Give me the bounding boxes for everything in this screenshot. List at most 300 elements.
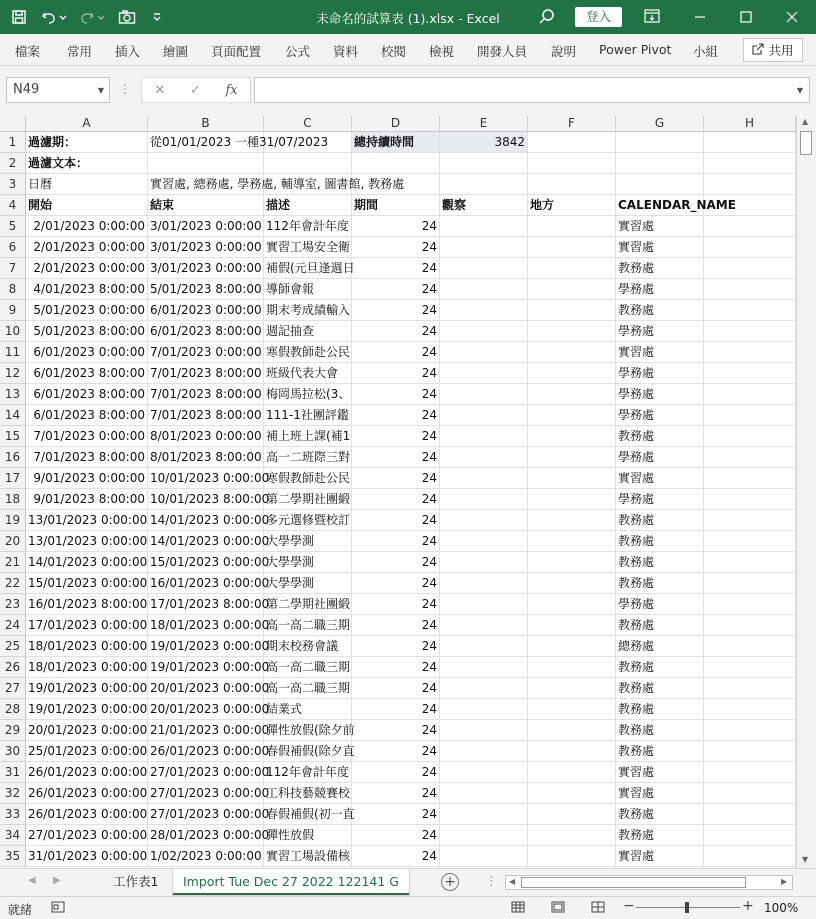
cell-duration[interactable]: 24 [352, 216, 440, 237]
cell-end[interactable]: 27/01/2023 0:00:00 [148, 783, 264, 804]
cell-end[interactable]: 7/01/2023 8:00:00 [148, 405, 264, 426]
cell-h[interactable] [704, 531, 796, 552]
cell-h[interactable] [704, 720, 796, 741]
column-header-b[interactable]: B [148, 116, 264, 132]
horizontal-scrollbar[interactable] [505, 875, 793, 890]
cell-duration[interactable]: 24 [352, 615, 440, 636]
cell-duration[interactable]: 24 [352, 237, 440, 258]
cell-duration[interactable]: 24 [352, 405, 440, 426]
row-header[interactable]: 22 [0, 573, 26, 594]
cell-calendar-name[interactable]: 教務處 [616, 300, 704, 321]
zoom-out-icon[interactable]: − [623, 898, 635, 914]
cell-description[interactable]: 112年會計年度 [264, 216, 352, 237]
cell-f1[interactable] [528, 132, 616, 153]
cell-description[interactable]: 春假補假(除夕直 [264, 741, 352, 762]
cell-h[interactable] [704, 384, 796, 405]
cell-end[interactable]: 10/01/2023 0:00:00 [148, 468, 264, 489]
cell-location[interactable] [528, 594, 616, 615]
cell-h[interactable] [704, 552, 796, 573]
cell-duration[interactable]: 24 [352, 720, 440, 741]
row-header[interactable]: 25 [0, 636, 26, 657]
cell-observe[interactable] [440, 594, 528, 615]
cell-duration[interactable]: 24 [352, 384, 440, 405]
cell-duration[interactable]: 24 [352, 363, 440, 384]
cell-description[interactable]: 實習工場設備核 [264, 846, 352, 867]
cell-observe[interactable] [440, 468, 528, 489]
cell-observe[interactable] [440, 552, 528, 573]
cell-end[interactable]: 14/01/2023 0:00:00 [148, 510, 264, 531]
scroll-right-icon[interactable]: ▶ [781, 877, 788, 886]
tab-draw[interactable]: 繪圖 [163, 44, 189, 59]
cell-b3[interactable]: 實習處, 總務處, 學務處, 輔導室, 圖書館, 教務處 [148, 174, 264, 195]
cell-e2[interactable] [440, 153, 528, 174]
row-header[interactable]: 10 [0, 321, 26, 342]
cell-location[interactable] [528, 405, 616, 426]
macro-record-icon[interactable] [51, 901, 65, 916]
cell-location[interactable] [528, 300, 616, 321]
cell-calendar-name[interactable]: 實習處 [616, 468, 704, 489]
cell-start[interactable]: 7/01/2023 0:00:00 [26, 426, 148, 447]
cell-description[interactable]: 彈性放假(除夕前 [264, 720, 352, 741]
column-header-f[interactable]: F [528, 116, 616, 132]
cell-observe[interactable] [440, 216, 528, 237]
cell-start[interactable]: 26/01/2023 0:00:00 [26, 783, 148, 804]
share-button[interactable] [743, 38, 803, 62]
cell-calendar-name[interactable]: 教務處 [616, 825, 704, 846]
cell-duration[interactable]: 24 [352, 573, 440, 594]
cell-observe[interactable] [440, 300, 528, 321]
cell-calendar-name[interactable]: 教務處 [616, 678, 704, 699]
row-header[interactable]: 5 [0, 216, 26, 237]
row-header[interactable]: 33 [0, 804, 26, 825]
vertical-scroll-thumb[interactable] [800, 131, 812, 155]
cell-calendar-name[interactable]: 學務處 [616, 447, 704, 468]
cell-start[interactable]: 18/01/2023 0:00:00 [26, 636, 148, 657]
cell-start[interactable]: 15/01/2023 0:00:00 [26, 573, 148, 594]
cancel-icon[interactable]: ✕ [154, 82, 166, 98]
cell-calendar-name[interactable]: 教務處 [616, 573, 704, 594]
chevron-down-icon[interactable]: ▼ [97, 86, 104, 95]
cell-location[interactable] [528, 279, 616, 300]
select-all-corner[interactable] [0, 116, 26, 132]
cell-description[interactable]: 高一二班際三對 [264, 447, 352, 468]
row-header[interactable]: 34 [0, 825, 26, 846]
row-header[interactable]: 23 [0, 594, 26, 615]
cell-duration[interactable]: 24 [352, 762, 440, 783]
cell-end[interactable]: 8/01/2023 0:00:00 [148, 426, 264, 447]
cell-duration[interactable]: 24 [352, 468, 440, 489]
cell-location[interactable] [528, 699, 616, 720]
cell-h[interactable] [704, 510, 796, 531]
cell-location[interactable] [528, 216, 616, 237]
cell-duration[interactable]: 24 [352, 825, 440, 846]
cell-end[interactable]: 6/01/2023 8:00:00 [148, 321, 264, 342]
cell-h[interactable] [704, 573, 796, 594]
save-icon[interactable] [6, 4, 32, 30]
tab-team[interactable]: 小組 [693, 44, 719, 59]
cell-location[interactable] [528, 258, 616, 279]
cell-h[interactable] [704, 825, 796, 846]
add-sheet-icon[interactable]: + [441, 873, 459, 891]
cell-calendar-name[interactable]: 實習處 [616, 216, 704, 237]
row-header[interactable]: 20 [0, 531, 26, 552]
row-header[interactable]: 8 [0, 279, 26, 300]
row-header[interactable]: 35 [0, 846, 26, 867]
cell-start[interactable]: 5/01/2023 0:00:00 [26, 300, 148, 321]
cell-observe[interactable] [440, 342, 528, 363]
cell-observe[interactable] [440, 678, 528, 699]
cell-duration[interactable]: 24 [352, 426, 440, 447]
cell-description[interactable]: 班級代表大會 [264, 363, 352, 384]
cell-b1[interactable]: 從01/01/2023 一種31/07/2023 [148, 132, 264, 153]
cell-observe[interactable] [440, 447, 528, 468]
name-box[interactable] [6, 77, 110, 103]
cell-description[interactable]: 111-1社團評鑑 [264, 405, 352, 426]
cell-calendar-name[interactable]: 實習處 [616, 846, 704, 867]
signin-button[interactable]: 登入 [575, 7, 622, 27]
ribbon-display-icon[interactable] [644, 9, 660, 27]
cell-description[interactable]: 第二學期社團緞 [264, 594, 352, 615]
cell-calendar-name[interactable]: 學務處 [616, 363, 704, 384]
cell-d2[interactable] [352, 153, 440, 174]
cell-h3[interactable] [704, 174, 796, 195]
cell-h[interactable] [704, 447, 796, 468]
row-header[interactable]: 13 [0, 384, 26, 405]
row-header[interactable]: 32 [0, 783, 26, 804]
zoom-level[interactable]: 100% [764, 901, 799, 915]
row-header[interactable]: 18 [0, 489, 26, 510]
cell-b2[interactable] [148, 153, 264, 174]
cell-calendar-name[interactable]: 教務處 [616, 531, 704, 552]
row-header[interactable]: 16 [0, 447, 26, 468]
cell-end[interactable]: 1/02/2023 0:00:00 [148, 846, 264, 867]
cell-duration[interactable]: 24 [352, 279, 440, 300]
tab-file[interactable]: 檔案 [15, 44, 41, 59]
sheet-tab-import[interactable]: Import Tue Dec 27 2022 122141 G [173, 869, 409, 895]
row-header[interactable]: 31 [0, 762, 26, 783]
cell-h[interactable] [704, 237, 796, 258]
cell-start[interactable]: 20/01/2023 0:00:00 [26, 720, 148, 741]
cell-start[interactable]: 13/01/2023 0:00:00 [26, 531, 148, 552]
zoom-slider-thumb[interactable] [685, 902, 689, 913]
cell-b4[interactable]: 結束 [148, 195, 264, 216]
cell-description[interactable]: 春假補假(初一直 [264, 804, 352, 825]
cell-observe[interactable] [440, 363, 528, 384]
cell-location[interactable] [528, 615, 616, 636]
cell-start[interactable]: 9/01/2023 0:00:00 [26, 468, 148, 489]
cell-location[interactable] [528, 678, 616, 699]
column-header-a[interactable]: A [26, 116, 148, 132]
cell-h[interactable] [704, 846, 796, 867]
row-header[interactable]: 1 [0, 132, 26, 153]
cell-start[interactable]: 26/01/2023 0:00:00 [26, 804, 148, 825]
cell-duration[interactable]: 24 [352, 531, 440, 552]
cell-calendar-name[interactable]: 教務處 [616, 657, 704, 678]
cell-h[interactable] [704, 615, 796, 636]
cell-calendar-name[interactable]: 教務處 [616, 720, 704, 741]
cell-start[interactable]: 7/01/2023 8:00:00 [26, 447, 148, 468]
cell-end[interactable]: 10/01/2023 8:00:00 [148, 489, 264, 510]
row-header[interactable]: 9 [0, 300, 26, 321]
cell-h[interactable] [704, 594, 796, 615]
cell-duration[interactable]: 24 [352, 258, 440, 279]
cell-start[interactable]: 6/01/2023 8:00:00 [26, 405, 148, 426]
cell-end[interactable]: 16/01/2023 0:00:00 [148, 573, 264, 594]
cell-end[interactable]: 28/01/2023 0:00:00 [148, 825, 264, 846]
row-header[interactable]: 28 [0, 699, 26, 720]
cell-start[interactable]: 6/01/2023 8:00:00 [26, 363, 148, 384]
cell-start[interactable]: 2/01/2023 0:00:00 [26, 237, 148, 258]
cell-location[interactable] [528, 237, 616, 258]
tab-splitter-icon[interactable]: ⋮ [485, 874, 498, 889]
tab-page-layout[interactable]: 頁面配置 [211, 44, 262, 59]
cell-description[interactable]: 實習工場安全衛 [264, 237, 352, 258]
cell-observe[interactable] [440, 237, 528, 258]
cell-description[interactable]: 週記抽查 [264, 321, 352, 342]
row-header[interactable]: 11 [0, 342, 26, 363]
cell-duration[interactable]: 24 [352, 657, 440, 678]
cell-start[interactable]: 6/01/2023 8:00:00 [26, 384, 148, 405]
cell-start[interactable]: 17/01/2023 0:00:00 [26, 615, 148, 636]
row-header[interactable]: 6 [0, 237, 26, 258]
cell-description[interactable]: 期末考成績輸入 [264, 300, 352, 321]
cell-g2[interactable] [616, 153, 704, 174]
cell-e3[interactable] [440, 174, 528, 195]
maximize-button[interactable] [723, 0, 769, 34]
cell-end[interactable]: 3/01/2023 0:00:00 [148, 237, 264, 258]
cell-duration[interactable]: 24 [352, 489, 440, 510]
row-header[interactable]: 3 [0, 174, 26, 195]
row-header[interactable]: 4 [0, 195, 26, 216]
cell-calendar-name[interactable]: 教務處 [616, 552, 704, 573]
cell-location[interactable] [528, 531, 616, 552]
cell-location[interactable] [528, 489, 616, 510]
cell-calendar-name[interactable]: 教務處 [616, 615, 704, 636]
cell-calendar-name[interactable]: 學務處 [616, 405, 704, 426]
cell-location[interactable] [528, 321, 616, 342]
cell-start[interactable]: 25/01/2023 0:00:00 [26, 741, 148, 762]
cell-h[interactable] [704, 426, 796, 447]
cell-location[interactable] [528, 342, 616, 363]
cell-location[interactable] [528, 846, 616, 867]
cell-calendar-name[interactable]: 學務處 [616, 594, 704, 615]
cell-end[interactable]: 3/01/2023 0:00:00 [148, 258, 264, 279]
cell-g3[interactable] [616, 174, 704, 195]
cell-start[interactable]: 5/01/2023 8:00:00 [26, 321, 148, 342]
cell-d1[interactable]: 總持續時間 [352, 132, 440, 153]
cell-h[interactable] [704, 216, 796, 237]
camera-icon[interactable] [114, 4, 140, 30]
sheet-tab-1[interactable]: 工作表1 [113, 874, 159, 889]
cell-start[interactable]: 6/01/2023 0:00:00 [26, 342, 148, 363]
cell-location[interactable] [528, 762, 616, 783]
cell-h2[interactable] [704, 153, 796, 174]
row-header[interactable]: 19 [0, 510, 26, 531]
cell-e1[interactable]: 3842 [440, 132, 528, 153]
cell-duration[interactable]: 24 [352, 783, 440, 804]
column-header-h[interactable]: H [704, 116, 796, 132]
cell-end[interactable]: 8/01/2023 8:00:00 [148, 447, 264, 468]
cell-h[interactable] [704, 804, 796, 825]
cell-observe[interactable] [440, 615, 528, 636]
cell-f2[interactable] [528, 153, 616, 174]
cell-start[interactable]: 2/01/2023 0:00:00 [26, 216, 148, 237]
cell-start[interactable]: 26/01/2023 0:00:00 [26, 762, 148, 783]
next-sheet-icon[interactable]: ▶ [53, 875, 61, 886]
cell-calendar-name[interactable]: 實習處 [616, 783, 704, 804]
cell-end[interactable]: 19/01/2023 0:00:00 [148, 657, 264, 678]
cell-description[interactable]: 寒假教師赴公民 [264, 342, 352, 363]
cell-duration[interactable]: 24 [352, 552, 440, 573]
cell-observe[interactable] [440, 720, 528, 741]
cell-c4[interactable]: 描述 [264, 195, 352, 216]
cell-duration[interactable]: 24 [352, 321, 440, 342]
cell-h[interactable] [704, 468, 796, 489]
column-header-g[interactable]: G [616, 116, 704, 132]
cell-h4[interactable] [704, 195, 796, 216]
tab-developer[interactable]: 開發人員 [477, 44, 528, 59]
cell-start[interactable]: 19/01/2023 0:00:00 [26, 699, 148, 720]
row-header[interactable]: 21 [0, 552, 26, 573]
undo-dropdown-icon[interactable] [58, 4, 68, 30]
cell-location[interactable] [528, 510, 616, 531]
vertical-scrollbar[interactable] [796, 116, 816, 868]
cell-end[interactable]: 17/01/2023 8:00:00 [148, 594, 264, 615]
cell-calendar-name[interactable]: 學務處 [616, 321, 704, 342]
cell-h[interactable] [704, 342, 796, 363]
cell-h[interactable] [704, 762, 796, 783]
cell-end[interactable]: 19/01/2023 0:00:00 [148, 636, 264, 657]
column-header-d[interactable]: D [352, 116, 440, 132]
cell-calendar-name[interactable]: 實習處 [616, 762, 704, 783]
cell-location[interactable] [528, 384, 616, 405]
cell-h[interactable] [704, 636, 796, 657]
cell-description[interactable]: 112年會計年度 [264, 762, 352, 783]
cell-duration[interactable]: 24 [352, 342, 440, 363]
cell-description[interactable]: 大學學測 [264, 531, 352, 552]
scroll-left-icon[interactable]: ◀ [509, 877, 516, 886]
cell-duration[interactable]: 24 [352, 447, 440, 468]
cell-calendar-name[interactable]: 實習處 [616, 342, 704, 363]
page-layout-view-icon[interactable] [551, 901, 565, 916]
cell-calendar-name[interactable]: 學務處 [616, 384, 704, 405]
cell-description[interactable]: 高一高二職三期 [264, 678, 352, 699]
cell-end[interactable]: 27/01/2023 0:00:00 [148, 762, 264, 783]
cell-description[interactable]: 梅岡馬拉松(3、 [264, 384, 352, 405]
cell-duration[interactable]: 24 [352, 510, 440, 531]
cell-start[interactable]: 18/01/2023 0:00:00 [26, 657, 148, 678]
cell-duration[interactable]: 24 [352, 804, 440, 825]
cell-duration[interactable]: 24 [352, 678, 440, 699]
cell-h[interactable] [704, 300, 796, 321]
redo-dropdown-icon[interactable] [96, 4, 106, 30]
cell-end[interactable]: 3/01/2023 0:00:00 [148, 216, 264, 237]
cell-end[interactable]: 20/01/2023 0:00:00 [148, 699, 264, 720]
cell-location[interactable] [528, 825, 616, 846]
cell-h[interactable] [704, 363, 796, 384]
formula-input[interactable] [254, 77, 810, 103]
cell-description[interactable]: 補上班上課(補1 [264, 426, 352, 447]
cell-f4[interactable]: 地方 [528, 195, 616, 216]
cell-a4[interactable]: 開始 [26, 195, 148, 216]
cell-end[interactable]: 27/01/2023 0:00:00 [148, 804, 264, 825]
cell-location[interactable] [528, 657, 616, 678]
cell-observe[interactable] [440, 426, 528, 447]
cell-observe[interactable] [440, 279, 528, 300]
row-header[interactable]: 7 [0, 258, 26, 279]
cell-start[interactable]: 4/01/2023 8:00:00 [26, 279, 148, 300]
scroll-up-icon[interactable]: ▲ [802, 117, 809, 126]
cell-end[interactable]: 15/01/2023 0:00:00 [148, 552, 264, 573]
tab-view[interactable]: 檢視 [429, 44, 455, 59]
cell-h[interactable] [704, 279, 796, 300]
cell-location[interactable] [528, 804, 616, 825]
cell-end[interactable]: 5/01/2023 8:00:00 [148, 279, 264, 300]
cell-observe[interactable] [440, 699, 528, 720]
cell-calendar-name[interactable]: 教務處 [616, 699, 704, 720]
cell-end[interactable]: 20/01/2023 0:00:00 [148, 678, 264, 699]
cell-observe[interactable] [440, 384, 528, 405]
cell-a3[interactable]: 日曆 [26, 174, 148, 195]
cell-observe[interactable] [440, 321, 528, 342]
cell-location[interactable] [528, 426, 616, 447]
cell-g1[interactable] [616, 132, 704, 153]
cell-observe[interactable] [440, 258, 528, 279]
cell-description[interactable]: 彈性放假 [264, 825, 352, 846]
page-break-view-icon[interactable] [591, 901, 605, 916]
cell-location[interactable] [528, 363, 616, 384]
column-header-c[interactable]: C [264, 116, 352, 132]
cell-observe[interactable] [440, 405, 528, 426]
cell-description[interactable]: 高一高二職三期 [264, 615, 352, 636]
row-header[interactable]: 12 [0, 363, 26, 384]
cell-observe[interactable] [440, 510, 528, 531]
row-header[interactable]: 24 [0, 615, 26, 636]
cell-location[interactable] [528, 636, 616, 657]
cell-end[interactable]: 7/01/2023 8:00:00 [148, 384, 264, 405]
cell-description[interactable]: 導師會報 [264, 279, 352, 300]
cell-a2[interactable]: 過濾文本： [26, 153, 148, 174]
cell-observe[interactable] [440, 657, 528, 678]
cell-observe[interactable] [440, 636, 528, 657]
cell-observe[interactable] [440, 762, 528, 783]
cell-location[interactable] [528, 720, 616, 741]
cell-h[interactable] [704, 678, 796, 699]
cell-calendar-name[interactable]: 教務處 [616, 426, 704, 447]
enter-icon[interactable]: ✓ [189, 82, 201, 98]
tab-help[interactable]: 說明 [551, 44, 577, 59]
cell-duration[interactable]: 24 [352, 594, 440, 615]
cell-h[interactable] [704, 321, 796, 342]
cell-observe[interactable] [440, 741, 528, 762]
cell-start[interactable]: 9/01/2023 8:00:00 [26, 489, 148, 510]
cell-duration[interactable]: 24 [352, 741, 440, 762]
cell-observe[interactable] [440, 573, 528, 594]
cell-calendar-name[interactable]: 實習處 [616, 237, 704, 258]
row-header[interactable]: 30 [0, 741, 26, 762]
cell-d4[interactable]: 期間 [352, 195, 440, 216]
cell-observe[interactable] [440, 783, 528, 804]
row-header[interactable]: 27 [0, 678, 26, 699]
cell-start[interactable]: 31/01/2023 0:00:00 [26, 846, 148, 867]
cell-end[interactable]: 6/01/2023 0:00:00 [148, 300, 264, 321]
tab-power-pivot[interactable]: Power Pivot [599, 42, 672, 57]
cell-location[interactable] [528, 468, 616, 489]
cell-duration[interactable]: 24 [352, 636, 440, 657]
row-header[interactable]: 15 [0, 426, 26, 447]
tab-formulas[interactable]: 公式 [285, 44, 311, 59]
cell-location[interactable] [528, 783, 616, 804]
